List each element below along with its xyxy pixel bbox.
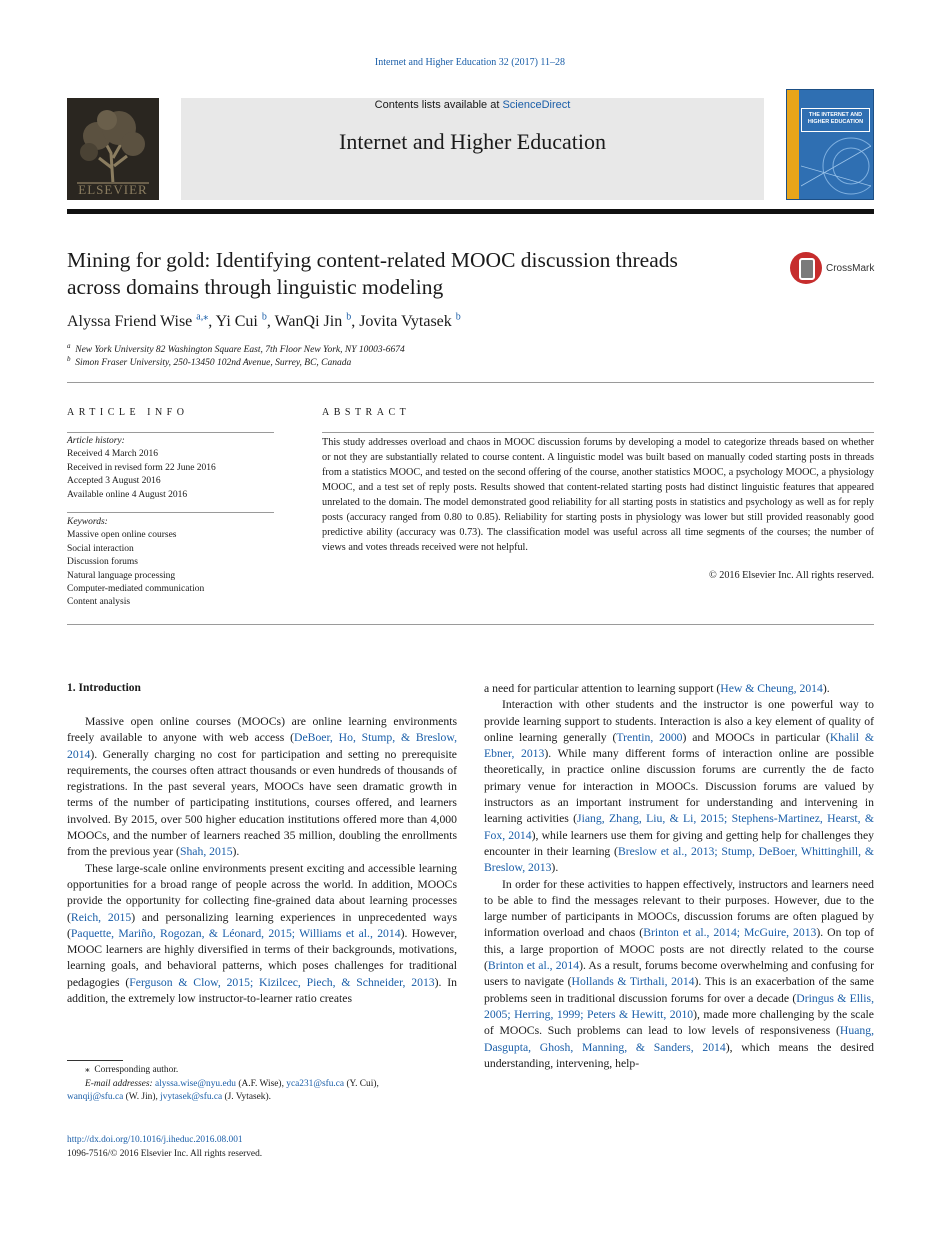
keyword: Massive open online courses [67, 530, 177, 541]
divider [67, 432, 274, 433]
email-owner: (J. Vytasek) [224, 1092, 269, 1102]
email-link[interactable]: wanqij@sfu.ca [67, 1092, 124, 1102]
issn-line: 1096-7516/© 2016 Elsevier Inc. All rights reserved. [67, 1148, 263, 1159]
author-list: Alyssa Friend Wise $^{a,⁎}$, Yi Cui $^b$, WanQi Jin $^b$, Jovita Vytasek $^b$ [67, 311, 461, 330]
paragraph-text: Interaction with other students and the instructor is one powerful way to provide learning support to students. Interaction is also a key element of quality of online learning generally ( [484, 698, 874, 744]
paragraph-text: ). Generally charging no cost for participation and setting no prerequisite requirements, the courses often attract thousands or even hundreds of thousands of registrations. In the past several years, MOOCs have seen dramatic growth in terms of the number of participating institutions, courses offered, and learners involved. By 2015, over 500 higher education institutions offered more than 4,000 MOOCs, and the number of learners reached 35 million, doubling the enrollments from the previous year ( [67, 747, 457, 859]
body-column-right [484, 681, 874, 1072]
doi-link[interactable]: http://dx.doi.org/10.1016/j.iheduc.2016.08.001 [67, 1135, 243, 1145]
paragraph-text: ). However, MOOC learners are highly diversified in terms of their backgrounds, motivations, learning goals, and behavioral patterns, which poses challenges for traditional pedagogies ( [67, 926, 457, 989]
citation-link[interactable]: Shah, 2015 [179, 845, 233, 859]
citation-link[interactable]: Breslow et al., 2013; Stump, DeBoer, Whittinghill, & Breslow, 2013 [484, 844, 874, 875]
publisher-logo-text: ELSEVIER [78, 182, 148, 197]
email-owner: (A.F. Wise) [238, 1078, 282, 1089]
footnote-text: Corresponding author. [94, 1065, 179, 1075]
article-history [67, 435, 216, 502]
paragraph-text: ), made more challenging by the scale of MOOCs. Such problems can lead to low levels of responsiveness ( [484, 1007, 874, 1038]
cover-title: THE INTERNET AND HIGHER EDUCATION [807, 112, 864, 125]
section-heading: 1. Introduction [67, 682, 141, 694]
keyword: Content analysis [67, 597, 131, 608]
paragraph [484, 697, 874, 876]
affiliation-text: New York University 82 Washington Square East, 7th Floor New York, NY 10003-6674 [75, 345, 405, 355]
keyword: Discussion forums [67, 557, 138, 568]
abstract-text: This study addresses overload and chaos in MOOC discussion forums by developing a model to categorize threads based on whether or not they are substantially related to course content. A linguistic model was built based on manually coded starting posts in threads from a statistics MOOC, and tested on the second offering of the course, another statistics MOOC, a psychology MOOC, a physiology MOOC, and a test set of reply posts. Results showed that content-related starting posts had distinct linguistic features that appeared unrelated to the domain. The model demonstrated good reliability for all starting posts in statistics and psychology as well as for reply posts (accuracy ranged from 0.80 to 0.85). Reliability for starting posts in physiology was lower but still provided reasonably good predictive ability (accuracy was 0.73). The classification model was useful across all time segments of the courses; the number of views and votes threads received were not helpful. [322, 437, 874, 553]
author-affiliation-mark[interactable]: b [455, 311, 461, 323]
affiliation-b [67, 354, 352, 368]
email-link[interactable]: yca231@sfu.ca [286, 1078, 345, 1089]
citation-link[interactable]: Trentin, 2000 [616, 730, 683, 744]
paragraph-text: ). [551, 861, 559, 875]
citation-link[interactable]: Jiang, Zhang, Liu, & Li, 2015; Stephens-Martinez, Hearst, & Fox, 2014 [484, 812, 874, 842]
history-label: Article history: [67, 436, 125, 446]
paragraph-text: In order for these activities to happen effectively, instructors and learners need to be able to find the messages relevant to their purposes. However, due to the large number of participants in MOOCs, discussion forums are often plagued by information overload and chaos ( [484, 877, 874, 940]
paragraph-text: ). [232, 845, 240, 859]
email-owner: (Y. Cui) [346, 1078, 377, 1089]
paragraph-text: Massive open online courses (MOOCs) are online learning environments freely available to anyone with web access ( [67, 715, 457, 745]
footnote-rule [67, 1060, 123, 1061]
divider [67, 512, 274, 513]
elsevier-logo [67, 98, 159, 200]
contents-prefix: Contents lists available at [374, 99, 503, 111]
affiliation-mark: b [67, 354, 71, 363]
keyword: Computer-mediated communication [67, 584, 205, 595]
author-name: Yi Cui [215, 313, 258, 330]
footnotes [67, 1064, 457, 1105]
crossmark-icon [790, 252, 822, 284]
divider [67, 624, 874, 625]
corresponding-author-note [67, 1064, 457, 1078]
paragraph-text: ). As a result, forums become overwhelming and confusing for users to navigate ( [484, 959, 874, 989]
history-item: Available online 4 August 2016 [67, 489, 188, 500]
journal-cover-thumbnail[interactable] [786, 89, 874, 200]
abstract-copyright: © 2016 Elsevier Inc. All rights reserved. [708, 570, 874, 581]
author-affiliation-mark[interactable]: a,⁎ [196, 311, 209, 323]
paragraph-text: These large-scale online environments present exciting and accessible learning opportunities for a broad range of people across the world. In addition, MOOCs provide the opportunity for collecting fine-grained data about learning processes ( [67, 861, 457, 924]
cover-graphic-icon [801, 136, 871, 196]
citation-link[interactable]: Hollands & Tirthali, 2014 [571, 975, 695, 989]
paragraph-text: ). In addition, the extremely low instructor-to-learner ratio creates [67, 975, 457, 1006]
article-info-heading: ARTICLE INFO [67, 407, 189, 418]
citation-link[interactable]: Dringus & Ellis, 2005; Herring, 1999; Peters & Hewitt, 2010 [484, 991, 874, 1021]
affiliation-a [67, 341, 405, 355]
footnote-mark: ⁎ [85, 1065, 90, 1075]
abstract-heading: ABSTRACT [322, 407, 411, 418]
paragraph [484, 877, 874, 1073]
email-label: E-mail addresses: [85, 1078, 153, 1089]
history-item: Received in revised form 22 June 2016 [67, 462, 216, 473]
citation-link[interactable]: Brinton et al., 2014 [487, 959, 580, 973]
header-rule [67, 209, 874, 214]
keyword: Natural language processing [67, 570, 176, 581]
paragraph-text: ). This is an exacerbation of the same problems seen in traditional discussion forums for over a decade ( [484, 975, 874, 1005]
citation-link[interactable]: Brinton et al., 2014; McGuire, 2013 [643, 926, 817, 940]
history-item: Accepted 3 August 2016 [67, 476, 161, 487]
email-link[interactable]: jvytasek@sfu.ca [160, 1092, 223, 1102]
author-affiliation-mark[interactable]: b [261, 311, 267, 323]
paragraph [484, 681, 874, 697]
citation-link[interactable]: Ferguson & Clow, 2015; Kizilcec, Piech, & Schneider, 2013 [129, 975, 435, 989]
citation-link[interactable]: Khalil & Ebner, 2013 [484, 730, 874, 761]
paragraph-text: ), which means the desired understanding, intervening, help- [484, 1040, 874, 1070]
citation-link[interactable]: Paquette, Mariño, Rogozan, & Léonard, 2015; Williams et al., 2014 [70, 926, 401, 940]
author-name: Jovita Vytasek [359, 313, 452, 330]
email-note: E-mail addresses: alyssa.wise@nyu.edu (A.F. Wise), yca231@sfu.ca (Y. Cui), [85, 1078, 379, 1089]
affiliation-mark: a [67, 341, 71, 350]
journal-reference-link[interactable]: Internet and Higher Education 32 (2017) 11–28 [374, 57, 566, 68]
affiliation-text: Simon Fraser University, 250-13450 102nd Avenue, Surrey, BC, Canada [75, 358, 352, 368]
journal-title: Internet and Higher Education [339, 129, 606, 154]
crossmark-badge[interactable] [790, 252, 880, 288]
article-title-line-1: Mining for gold: Identifying content-related MOOC discussion threads [67, 248, 678, 272]
divider [67, 382, 874, 383]
author-name: WanQi Jin [274, 313, 343, 330]
divider [322, 432, 874, 433]
paragraph [67, 861, 457, 1008]
email-note-continued: wanqij@sfu.ca (W. Jin), jvytasek@sfu.ca (J. Vytasek). [67, 1092, 271, 1102]
citation-link[interactable]: Huang, Dasgupta, Ghosh, Manning, & Sanders, 2014 [484, 1024, 874, 1054]
body-column-left [67, 714, 457, 1007]
email-link[interactable]: alyssa.wise@nyu.edu [154, 1078, 236, 1089]
contents-line [181, 99, 764, 111]
article-title-line-2: across domains through linguistic modeling [67, 275, 444, 299]
keywords-list [67, 516, 204, 610]
paragraph-text: ) and personalizing learning experiences in unprecedented ways ( [67, 910, 457, 940]
paragraph-text: ), while learners use them for giving and getting help for challenges they encounter in their learning ( [484, 828, 874, 858]
keywords-label: Keywords: [67, 517, 108, 527]
author-name: Alyssa Friend Wise [67, 313, 193, 330]
paragraph-text: ). [822, 682, 830, 695]
paragraph-text: ) and MOOCs in particular ( [682, 730, 830, 744]
citation-link[interactable]: Hew & Cheung, 2014 [720, 682, 823, 695]
paragraph [67, 714, 457, 861]
paragraph-text: ). While many different forms of interaction online are possible theoretically, in practice online discussion forums are currently the de facto primary venue for interaction in MOOCs. Discussion forums are valued by instructors as an important instrument for understanding and intervening in learning activities ( [484, 747, 874, 826]
doi-block [67, 1134, 262, 1161]
email-owner: (W. Jin) [125, 1092, 156, 1102]
history-item: Received 4 March 2016 [67, 449, 159, 460]
sciencedirect-link[interactable]: ScienceDirect [502, 99, 571, 111]
citation-link[interactable]: Reich, 2015 [70, 910, 132, 924]
article-title [67, 247, 767, 301]
keyword: Social interaction [67, 543, 134, 554]
citation-link[interactable]: DeBoer, Ho, Stump, & Breslow, 2014 [67, 731, 457, 761]
crossmark-label: CrossMark [826, 263, 875, 274]
author-affiliation-mark[interactable]: b [346, 311, 352, 323]
paragraph-text: a need for particular attention to learning support ( [484, 682, 721, 695]
paragraph-text: ). On top of this, a large proportion of MOOC posts are not directly related to the course ( [484, 926, 874, 973]
